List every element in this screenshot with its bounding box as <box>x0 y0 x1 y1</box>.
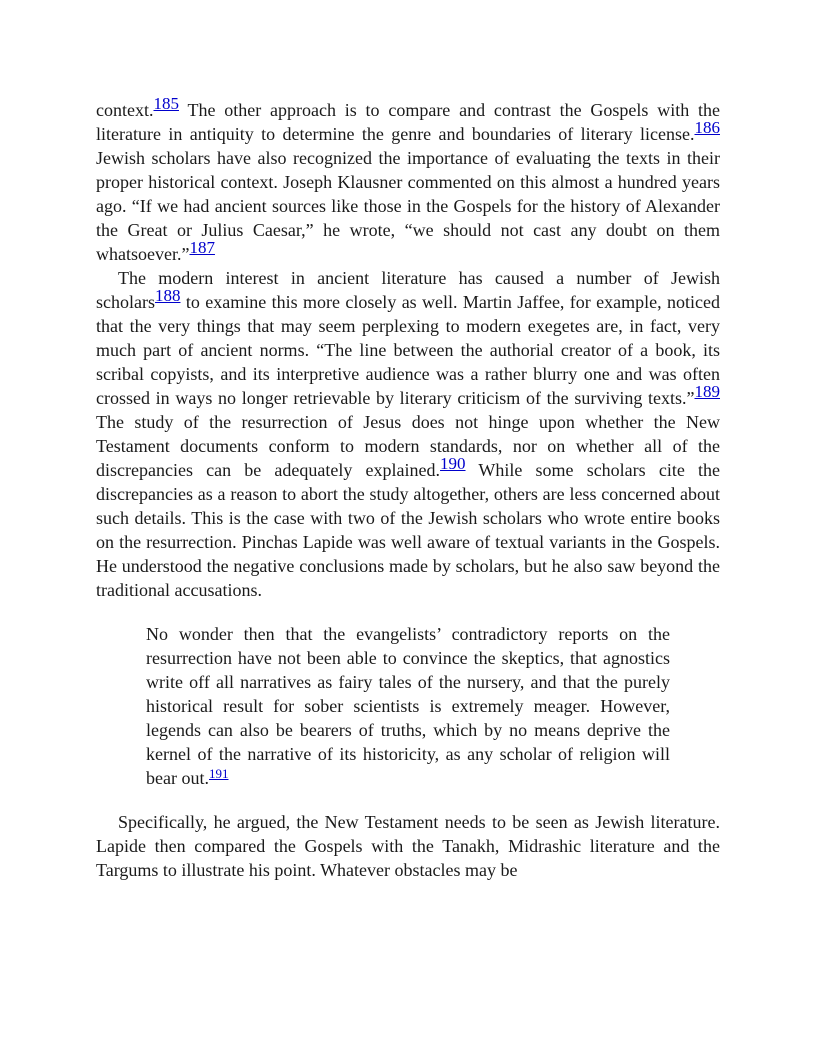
block-quote <box>146 622 670 790</box>
footnote-ref-191[interactable]: 191 <box>208 766 229 781</box>
footnote-ref-189[interactable]: 189 <box>694 382 720 401</box>
paragraph-1 <box>96 94 720 266</box>
paragraph-3 <box>96 810 720 882</box>
text-run: While some scholars cite the discrepancies as a reason to abort the study altogether, others are less concerned about such details. This is the case with two of the Jewish scholars who wrote entire books on the resurrection. Pinchas Lapide was well aware of textual variants in the Gospels. He understood the negative conclusions made by scholars, but he also saw beyond the traditional accusations. <box>96 460 720 600</box>
footnote-ref-190[interactable]: 190 <box>440 454 466 473</box>
document-page <box>96 94 720 882</box>
footnote-ref-188[interactable]: 188 <box>154 286 181 305</box>
text-run: The modern interest in ancient literature has caused a number of Jewish scholars <box>96 268 720 312</box>
text-run: The other approach is to compare and contrast the Gospels with the literature in antiquity to determine the genre and boundaries of literary license. <box>96 100 720 144</box>
text-run: Jewish scholars have also recognized the importance of evaluating the texts in their proper historical context. Joseph Klausner commented on this almost a hundred years ago. “If we had ancient sources like those in the Gospels for the history of Alexander the Great or Julius Caesar,” he wrote, “we should not cast any doubt on them whatsoever.” <box>96 148 720 264</box>
footnote-ref-185[interactable]: 185 <box>153 94 179 113</box>
footnote-ref-186[interactable]: 186 <box>694 118 720 137</box>
text-run: context. <box>96 100 154 120</box>
text-run: Specifically, he argued, the New Testament needs to be seen as Jewish literature. Lapide then compared the Gospels with the Tanakh, Midrashic literature and the Targums to illustrate his point. Whatever obstacles may be <box>96 812 720 880</box>
text-run: The study of the resurrection of Jesus does not hinge upon whether the New Testament documents conform to modern standards, nor on whether all of the discrepancies can be adequately explained. <box>96 412 720 480</box>
footnote-ref-187[interactable]: 187 <box>189 238 215 257</box>
quote-text: No wonder then that the evangelists’ contradictory reports on the resurrection have not been able to convince the skeptics, that agnostics write off all narratives as fairy tales of the nursery, and that the purely historical result for sober scientists is extremely meager. However, legends can also be bearers of truths, which by no means deprive the kernel of the narrative of its historicity, as any scholar of religion will bear out. <box>146 624 670 788</box>
text-run: to examine this more closely as well. Martin Jaffee, for example, noticed that the very things that may seem perplexing to modern exegetes are, in fact, very much part of ancient norms. “The line between the authorial creator of a book, its scribal copyists, and its interpretive audience was a rather blurry one and was often crossed in ways no longer retrievable by literary criticism of the surviving texts.” <box>96 292 720 408</box>
paragraph-2 <box>96 266 720 602</box>
